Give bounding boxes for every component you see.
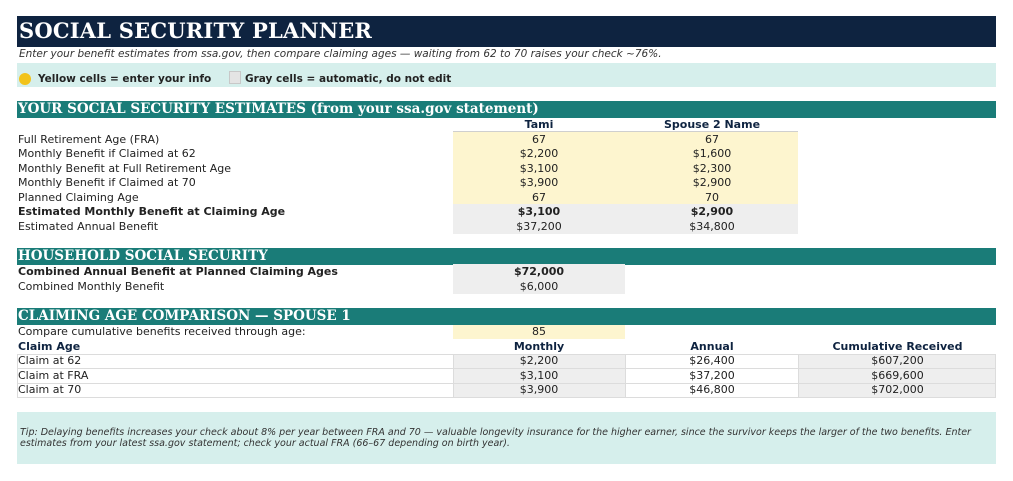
col-header-annual: Annual: [690, 340, 734, 353]
through-age-input[interactable]: 85: [532, 325, 546, 338]
claim-70-cumulative: $702,000: [871, 383, 924, 396]
claim-62-cumulative: $607,200: [871, 354, 924, 367]
row-label-benefit-62: Monthly Benefit if Claimed at 62: [18, 147, 196, 160]
claim-62-annual: $26,400: [689, 354, 735, 367]
yellow-dot-icon: [19, 73, 31, 85]
claiming-age-spouse1-input[interactable]: 67: [532, 191, 546, 204]
legend-gray-label: Gray cells = automatic, do not edit: [245, 73, 452, 85]
row-label-claiming-age: Planned Claiming Age: [18, 191, 139, 204]
comparison-heading: CLAIMING AGE COMPARISON — SPOUSE 1: [18, 308, 351, 324]
combined-monthly-value: $6,000: [519, 280, 559, 293]
through-age-label: Compare cumulative benefits received through age:: [18, 325, 306, 338]
benefit-fra-spouse2-input[interactable]: $2,300: [692, 162, 732, 175]
est-annual-spouse2: $34,800: [689, 220, 735, 233]
claim-fra-monthly: $3,100: [519, 369, 559, 382]
claim-row-label-fra: Claim at FRA: [18, 369, 89, 382]
fra-spouse2-input[interactable]: 67: [705, 133, 719, 146]
estimates-heading: YOUR SOCIAL SECURITY ESTIMATES (from your ssa.gov statement): [18, 101, 539, 117]
row-label-benefit-fra: Monthly Benefit at Full Retirement Age: [18, 162, 232, 175]
page-title: SOCIAL SECURITY PLANNER: [19, 18, 373, 43]
household-heading: HOUSEHOLD SOCIAL SECURITY: [18, 248, 268, 264]
claim-70-annual: $46,800: [689, 383, 735, 396]
col-header-cumulative: Cumulative Received: [832, 340, 963, 353]
page-subtitle: Enter your benefit estimates from ssa.gov, then compare claiming ages — waiting from 62 to 70 raises your check ~76%.: [19, 48, 662, 60]
claim-row-label-70: Claim at 70: [18, 383, 82, 396]
benefit-70-spouse2-input[interactable]: $2,900: [692, 176, 732, 189]
est-monthly-spouse1: $3,100: [517, 205, 561, 218]
col-header-spouse2: Spouse 2 Name: [663, 118, 761, 131]
col-header-claim-age: Claim Age: [18, 340, 81, 353]
fra-spouse1-input[interactable]: 67: [532, 133, 546, 146]
benefit-62-spouse1-input[interactable]: $2,200: [519, 147, 559, 160]
row-label-combined-annual: Combined Annual Benefit at Planned Claiming Ages: [18, 265, 338, 278]
row-label-est-monthly: Estimated Monthly Benefit at Claiming Age: [18, 205, 286, 218]
gray-square-icon: [229, 71, 241, 84]
est-annual-spouse1: $37,200: [516, 220, 562, 233]
benefit-62-spouse2-input[interactable]: $1,600: [692, 147, 732, 160]
row-label-fra: Full Retirement Age (FRA): [18, 133, 160, 146]
benefit-70-spouse1-input[interactable]: $3,900: [519, 176, 559, 189]
col-header-spouse1: Tami: [524, 118, 554, 131]
claim-70-monthly: $3,900: [519, 383, 559, 396]
combined-annual-value: $72,000: [513, 265, 565, 278]
claim-fra-annual: $37,200: [689, 369, 735, 382]
tip-text: Tip: Delaying benefits increases your check about 8% per year between FRA and 70 — valuable longevity insurance for the higher earner, since the survivor keeps the larger of the two benefits. Enter estimates from your latest ssa.gov statement; check your actual FRA (66–67 depending on birth year).: [20, 427, 971, 449]
claim-62-monthly: $2,200: [519, 354, 559, 367]
claim-fra-cumulative: $669,600: [871, 369, 924, 382]
claim-row-label-62: Claim at 62: [18, 354, 82, 367]
claiming-age-spouse2-input[interactable]: 70: [705, 191, 719, 204]
row-label-benefit-70: Monthly Benefit if Claimed at 70: [18, 176, 196, 189]
row-label-combined-monthly: Combined Monthly Benefit: [18, 280, 165, 293]
benefit-fra-spouse1-input[interactable]: $3,100: [519, 162, 559, 175]
est-monthly-spouse2: $2,900: [690, 205, 734, 218]
row-divider: [17, 397, 996, 398]
col-header-monthly: Monthly: [513, 340, 565, 353]
legend-yellow-label: Yellow cells = enter your info: [38, 73, 212, 85]
row-label-est-annual: Estimated Annual Benefit: [18, 220, 159, 233]
